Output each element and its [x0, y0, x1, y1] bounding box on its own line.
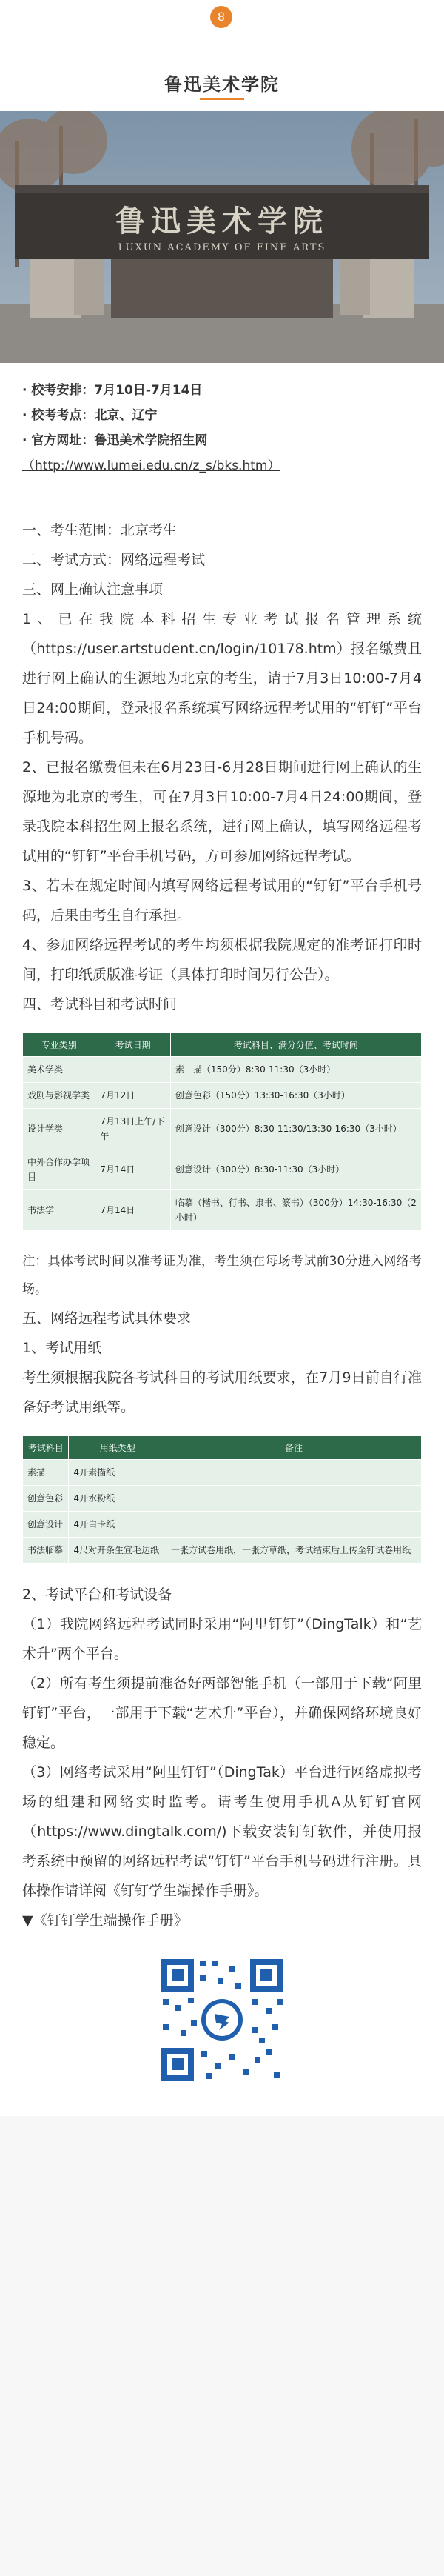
table-row: [23, 1538, 422, 1564]
table-cell: 创意设计（300分）8:30-11:30/13:30-16:30（3小时）: [170, 1109, 421, 1149]
table-cell: 创意设计（300分）8:30-11:30（3小时）: [170, 1149, 421, 1190]
table-cell: 4尺对开条生宣毛边纸: [69, 1538, 166, 1564]
table-cell: [95, 1057, 170, 1083]
header: [0, 0, 444, 111]
qr-code: [155, 1953, 289, 2086]
paragraph-platform-heading: 2、考试平台和考试设备: [22, 1586, 172, 1603]
table-header: 考试日期: [95, 1033, 170, 1057]
table-cell: 7月14日: [95, 1190, 170, 1231]
table-cell: 创意色彩: [23, 1486, 69, 1512]
table-cell: 临摹（楷书、行书、隶书、篆书）（300分）14:30-16:30（2小时）: [170, 1190, 421, 1231]
paragraph-confirm-1: 1、已在我院本科招生专业考试报名管理系统（https://user.artstudent.cn/login/10178.htm）报名缴费且进行网上确认的生源地为北京的考生，请于7月3日10:00-7月4日24:00期间，登录报名系统填写网络远程考试用的“钉钉”平台手机号码。: [22, 611, 422, 746]
table-cell: 4开水粉纸: [69, 1486, 166, 1512]
exam-info: [0, 363, 444, 486]
paragraph-method: 二、考试方式：网络远程考试: [22, 552, 206, 568]
table-cell: 创意色彩（150分）13:30-16:30（3小时）: [170, 1083, 421, 1109]
table-row: [23, 1109, 422, 1149]
table-row: [23, 1149, 422, 1190]
qr-code-icon: [155, 1953, 289, 2086]
school-title: 鲁迅美术学院: [164, 74, 280, 95]
table-row: [23, 1460, 422, 1486]
table-cell: 7月14日: [95, 1149, 170, 1190]
table-cell: 书法学: [23, 1190, 95, 1231]
table-cell: 戏剧与影视学类: [23, 1083, 95, 1109]
table-cell: 4开素描纸: [69, 1460, 166, 1486]
paragraph-confirm-heading: 三、网上确认注意事项: [22, 581, 164, 598]
table-cell: 创意设计: [23, 1512, 69, 1538]
table-cell: [166, 1460, 422, 1486]
paragraph-platform-1: （1）我院网络远程考试同时采用“阿里钉钉”（DingTalk）和“艺术升”两个平台。: [22, 1616, 422, 1662]
paragraph-subjects-heading: 四、考试科目和考试时间: [22, 996, 178, 1012]
table-row: [23, 1512, 422, 1538]
table-header: 备注: [166, 1436, 422, 1460]
table-cell: 书法临摹: [23, 1538, 69, 1564]
official-site-link[interactable]: （http://www.lumei.edu.cn/z_s/bks.htm）: [22, 458, 280, 473]
table-cell: 4开白卡纸: [69, 1512, 166, 1538]
exam-schedule-table: [22, 1032, 422, 1231]
table-header: 专业类别: [23, 1033, 95, 1057]
paragraph-confirm-4: 4、参加网络远程考试的考生均须根据我院规定的准考证打印时间，打印纸质版准考证（具体打印时间另行公告）。: [22, 937, 422, 983]
paragraph-platform-2: （2）所有考生须提前准备好两部智能手机（一部用于下载“阿里钉钉”平台，一部用于下载“艺术升”平台），并确保网络环境良好稳定。: [22, 1675, 422, 1751]
table-cell: 设计学类: [23, 1109, 95, 1149]
table-row: [23, 1057, 422, 1083]
paragraph-scope: 一、考生范围：北京考生: [22, 522, 178, 538]
paragraph-confirm-3: 3、若未在规定时间内填写网络远程考试用的“钉钉”平台手机号码，后果由考生自行承担。: [22, 878, 422, 924]
table-row: [23, 1083, 422, 1109]
note: 注：具体考试时间以准考证为准，考生须在每场考试前30分进入网络考场。: [22, 1254, 422, 1297]
exam-schedule: · 校考安排：7月10日-7月14日: [22, 383, 203, 398]
campus-gate-photo: [0, 111, 444, 363]
section-number-badge: 8: [210, 6, 232, 28]
gate-inscription: 鲁迅美术学院: [115, 204, 329, 238]
paragraph-paper-heading: 1、考试用纸: [22, 1340, 102, 1356]
gate-inscription-en: LUXUN ACADEMY OF FINE ARTS: [118, 242, 326, 253]
official-site-label: · 官方网址：鲁迅美术学院招生网: [22, 433, 208, 448]
table-cell: 美术学类: [23, 1057, 95, 1083]
paragraph-confirm-2: 2、已报名缴费但未在6月23日-6月28日期间进行网上确认的生源地为北京的考生，可在7月3日10:00-7月4日24:00期间，登录我院本科招生网上报名系统，进行网上确认，填写网络远程考试用的“钉钉”平台手机号码，方可参加网络远程考试。: [22, 759, 422, 864]
table-cell: 7月13日上午/下午: [95, 1109, 170, 1149]
exam-location: · 校考考点：北京、辽宁: [22, 408, 158, 423]
table-header: 用纸类型: [69, 1436, 166, 1460]
table-cell: 素 描（150分）8:30-11:30（3小时）: [170, 1057, 421, 1083]
table-row: [23, 1486, 422, 1512]
table-cell: 一张方试卷用纸，一张方草纸，考试结束后上传至钉试卷用纸: [166, 1538, 422, 1564]
table-cell: 素描: [23, 1460, 69, 1486]
table-cell: 7月12日: [95, 1083, 170, 1109]
paragraph-platform-3: （3）网络考试采用“阿里钉钉”（DingTak）平台进行网络虚拟考场的组建和网络实时监考。请考生使用手机A从钉钉官网（https://www.dingtalk.com/)下载安装钉钉软件，并使用报考系统中预留的网络远程考试“钉钉”平台手机号码进行注册。具体操作请详阅《钉钉学生端操作手册》。: [22, 1764, 422, 1899]
table-header: 考试科目: [23, 1436, 69, 1460]
table-row: [23, 1190, 422, 1231]
gate-illustration: [0, 111, 444, 363]
table-cell: [166, 1486, 422, 1512]
table-header: 考试科目、满分分值、考试时间: [170, 1033, 421, 1057]
paper-requirements-table: [22, 1435, 422, 1564]
paragraph-manual-link: ▼《钉钉学生端操作手册》: [22, 1912, 188, 1929]
paragraph-requirements-heading: 五、网络远程考试具体要求: [22, 1310, 192, 1327]
title-divider: [200, 98, 244, 100]
paragraph-paper: 考生须根据我院各考试科目的考试用纸要求，在7月9日前自行准备好考试用纸等。: [22, 1369, 422, 1415]
table-cell: [166, 1512, 422, 1538]
article-body: [0, 486, 444, 2116]
table-cell: 中外合作办学项目: [23, 1149, 95, 1190]
